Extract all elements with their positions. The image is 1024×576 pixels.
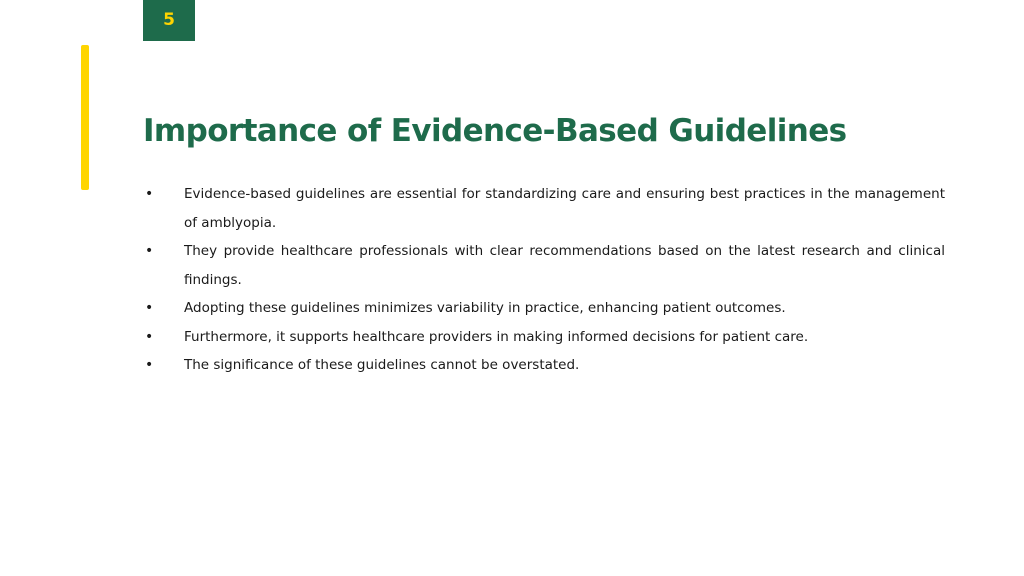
bullet-item — [145, 351, 945, 380]
slide-title: Importance of Evidence-Based Guidelines — [143, 113, 847, 149]
bullet-item — [145, 237, 945, 294]
bullet-text: The significance of these guidelines cannot be overstated. — [184, 357, 580, 373]
bullet-text: They provide healthcare professionals with clear recommendations based on the latest research and clinical findings. — [184, 243, 945, 288]
bullet-marker: • — [145, 328, 154, 345]
bullet-marker: • — [145, 243, 154, 259]
page-number-badge — [143, 0, 195, 41]
bullet-text: Adopting these guidelines minimizes variability in practice, enhancing patient outcomes. — [184, 300, 786, 316]
bullet-text: Evidence-based guidelines are essential for standardizing care and ensuring best practices in the management of amblyopia. — [184, 186, 945, 231]
page-number: 5 — [163, 10, 175, 30]
bullet-marker: • — [145, 300, 154, 316]
bullet-marker: • — [145, 357, 154, 373]
bullet-item — [145, 323, 945, 352]
bullet-list — [145, 180, 945, 380]
bullet-item — [145, 294, 945, 323]
bullet-item — [145, 180, 945, 237]
accent-bar — [81, 45, 89, 190]
bullet-marker: • — [145, 186, 154, 202]
bullet-text: Furthermore, it supports healthcare providers in making informed decisions for patient care. — [184, 328, 809, 345]
